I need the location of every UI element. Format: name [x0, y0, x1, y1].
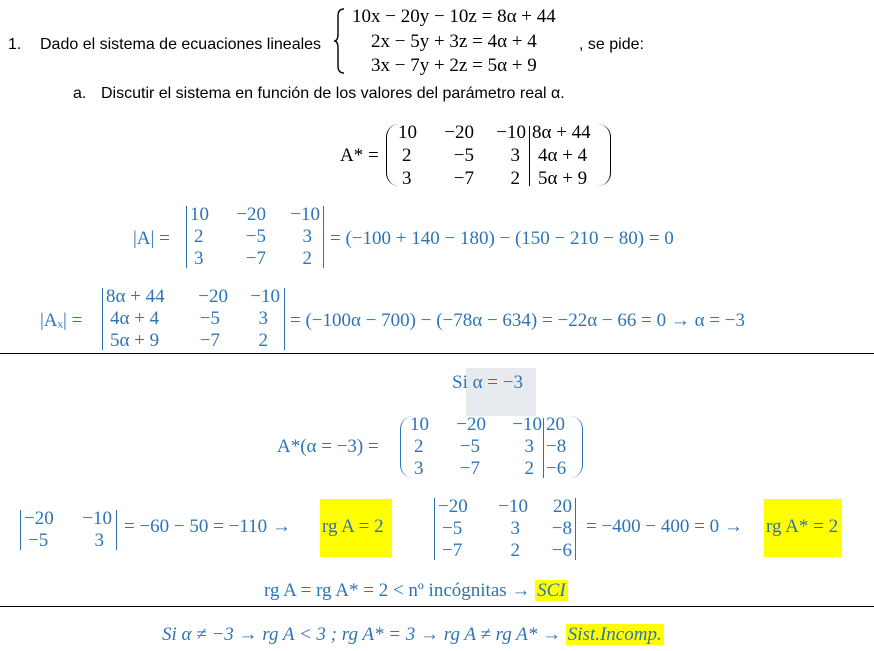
matrix-cell: −8 — [546, 436, 567, 457]
minor3-result: = −400 − 400 = 0 → — [586, 516, 743, 537]
matrix-cell: 5α + 9 — [538, 168, 588, 189]
matrix-cell: −20 — [438, 496, 468, 517]
matrix-cell: 2 — [524, 458, 534, 479]
matrix-cell: −10 — [512, 414, 542, 435]
det-bar-left — [186, 206, 187, 268]
minor3-rank: rg A* = 2 — [766, 516, 839, 537]
matrix-cell: 2 — [414, 436, 424, 457]
matrix-cell: −10 — [498, 496, 528, 517]
matrix-cell: −5 — [199, 308, 220, 329]
minor2-rank: rg A = 2 — [322, 516, 384, 537]
right-paren — [570, 416, 583, 478]
case1-conclusion-text: rg A = rg A* = 2 < nº incógnitas → — [264, 580, 531, 601]
section-divider — [0, 353, 874, 354]
matrix-cell: −10 — [250, 286, 280, 307]
matrix-cell: −7 — [453, 168, 474, 189]
equation-3: 3x − 7y + 2z = 5α + 9 — [371, 55, 537, 76]
matrix-cell: −5 — [453, 145, 474, 166]
problem-intro: Dado el sistema de ecuaciones lineales — [40, 36, 322, 53]
part-text: Discutir el sistema en función de los valores del parámetro real α. — [101, 85, 565, 102]
matrix-cell: 10 — [410, 414, 429, 435]
matrix-cell: −20 — [456, 414, 486, 435]
matrix-cell: 4α + 4 — [538, 145, 588, 166]
detA-label: |A| = — [133, 228, 170, 249]
matrix-cell: −5 — [245, 226, 266, 247]
case1-heading: Si α = −3 — [452, 372, 523, 393]
matrix-cell: 20 — [553, 496, 572, 517]
matrix-cell: 2 — [302, 248, 312, 269]
matrix-cell: 10 — [190, 204, 209, 225]
matrix-cell: −20 — [236, 204, 266, 225]
det-bar-right — [575, 498, 576, 560]
right-paren — [598, 124, 611, 186]
matrix-cell: −10 — [82, 508, 112, 529]
matrix-cell: 2 — [510, 168, 520, 189]
minor2-result: = −60 − 50 = −110 → — [124, 516, 291, 537]
equation-2: 2x − 5y + 3z = 4α + 4 — [371, 31, 537, 52]
matrix-cell: 3 — [194, 248, 204, 269]
matrix-cell: −10 — [290, 204, 320, 225]
matrix-cell: −7 — [199, 330, 220, 351]
detAx-result: = (−100α − 700) − (−78α − 634) = −22α − 66 = 0 → α = −3 — [290, 310, 745, 331]
matrix-cell: −20 — [444, 122, 474, 143]
case2-line — [162, 624, 664, 646]
det-bar-left — [20, 510, 21, 550]
matrix-cell: 8α + 44 — [106, 286, 165, 307]
matrix-cell: −20 — [24, 508, 54, 529]
case1-conclusion — [264, 580, 568, 602]
matrix-cell: −10 — [496, 122, 526, 143]
matrix-cell: 3 — [258, 308, 268, 329]
detA-matrix — [184, 204, 329, 270]
augment-divider — [543, 418, 544, 478]
matrix-cell: 3 — [402, 168, 412, 189]
matrix-cell: −6 — [551, 540, 572, 561]
case2-text: Si α ≠ −3 → rg A < 3 ; rg A* = 3 → rg A ≠ rg A* → — [162, 624, 562, 645]
augment-divider — [529, 126, 530, 186]
matrix-cell: −5 — [442, 518, 463, 539]
matrix-cell: 3 — [510, 145, 520, 166]
matrix-cell: 3 — [94, 530, 104, 551]
detAx-matrix — [100, 286, 290, 352]
matrix-cell: 3 — [524, 436, 534, 457]
equation-1: 10x − 20y − 10z = 8α + 44 — [352, 6, 556, 27]
matrix-cell: −6 — [546, 458, 567, 479]
incompatible-tag: Sist.Incomp. — [567, 624, 662, 645]
matrix-cell: 10 — [398, 122, 417, 143]
det-bar-left — [102, 288, 103, 350]
detA-result: = (−100 + 140 − 180) − (150 − 210 − 80) = 0 — [330, 228, 674, 249]
matrix-cell: 5α + 9 — [110, 330, 160, 351]
augmented-matrix — [384, 122, 614, 192]
augmented-label: A* = — [340, 145, 379, 166]
matrix-cell: 3 — [302, 226, 312, 247]
det-bar-right — [284, 288, 285, 350]
minor2-matrix — [18, 508, 120, 552]
matrix-cell: −5 — [459, 436, 480, 457]
matrix-cell: −20 — [198, 286, 228, 307]
se-pide: , se pide: — [579, 36, 644, 53]
matrix-cell: 4α + 4 — [110, 308, 160, 329]
matrix-cell: 3 — [414, 458, 424, 479]
matrix-cell: −5 — [28, 530, 49, 551]
sci-tag: SCI — [537, 580, 566, 601]
section-divider — [0, 606, 874, 607]
case1-matrix — [398, 414, 588, 484]
detAx-label: |Aₓ| = — [40, 310, 83, 331]
matrix-cell: −7 — [459, 458, 480, 479]
matrix-cell: −8 — [551, 518, 572, 539]
matrix-cell: −7 — [245, 248, 266, 269]
matrix-cell: 2 — [258, 330, 268, 351]
matrix-cell: 2 — [510, 540, 520, 561]
det-bar-right — [116, 510, 117, 550]
matrix-cell: 8α + 44 — [532, 122, 591, 143]
matrix-cell: 2 — [402, 145, 412, 166]
matrix-cell: 3 — [510, 518, 520, 539]
case1-matrix-label: A*(α = −3) = — [277, 436, 379, 457]
minor3-matrix — [432, 496, 582, 562]
matrix-cell: 2 — [194, 226, 204, 247]
matrix-cell: 20 — [546, 414, 565, 435]
part-label: a. — [73, 85, 87, 102]
det-bar-right — [323, 206, 324, 268]
system-brace — [333, 8, 345, 74]
det-bar-left — [434, 498, 435, 560]
problem-number: 1. — [8, 36, 22, 53]
matrix-cell: −7 — [442, 540, 463, 561]
